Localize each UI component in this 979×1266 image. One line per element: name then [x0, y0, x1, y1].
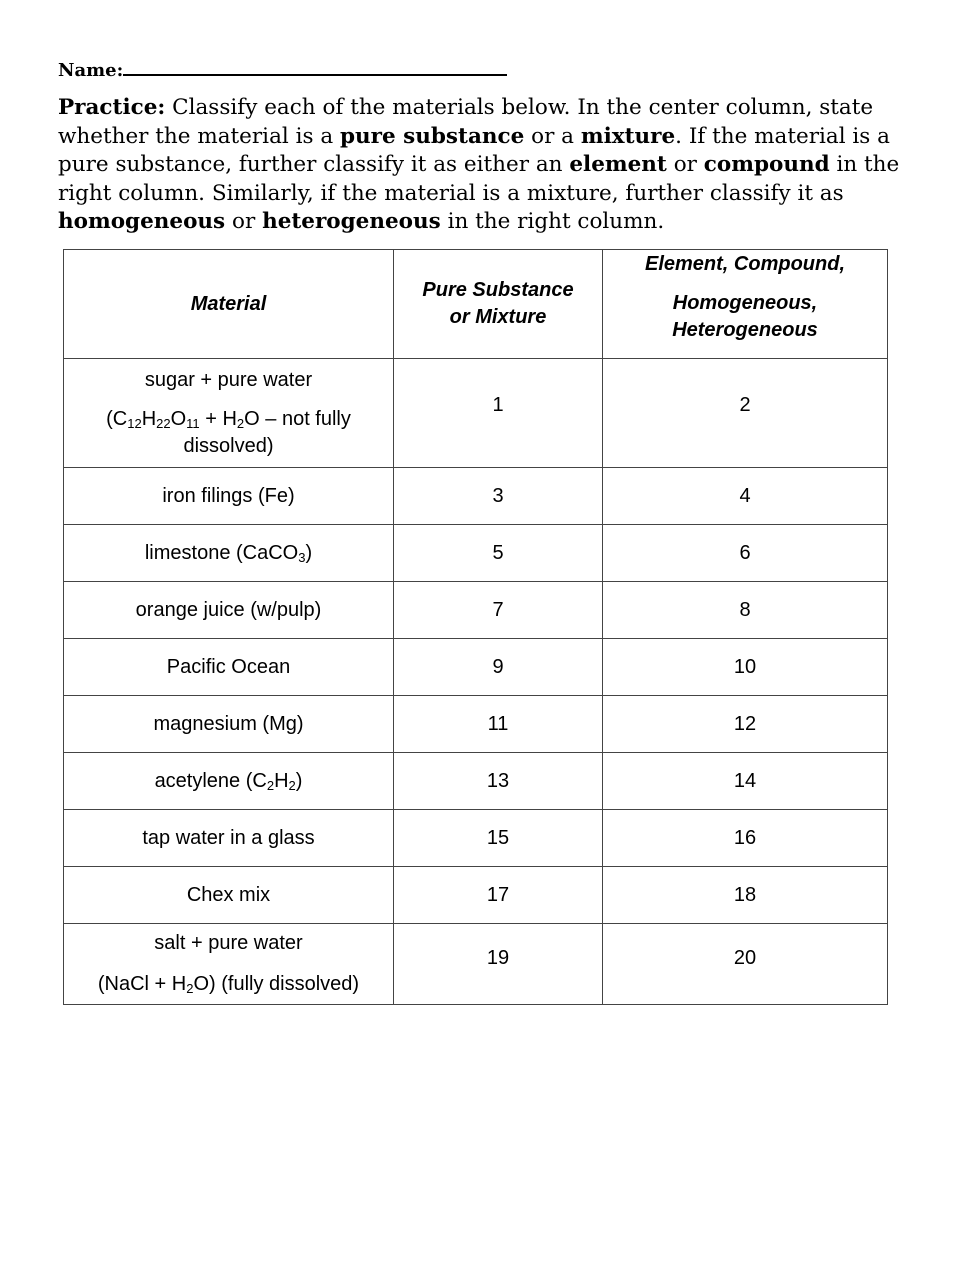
instructions-paragraph [58, 94, 922, 237]
term-element: element [569, 152, 667, 177]
answer-pure-or-mixture-11[interactable]: 11 [394, 696, 603, 753]
material-cell: limestone (CaCO$_3$) [64, 525, 394, 582]
material-cell: Chex mix [64, 867, 394, 924]
header-pure-label-1: Pure Substance [422, 279, 574, 301]
answer-classification-4[interactable]: 4 [603, 468, 888, 525]
term-heterogeneous: heterogeneous [262, 209, 441, 234]
name-field [58, 57, 507, 83]
material-cell: iron filings (Fe) [64, 468, 394, 525]
answer-pure-or-mixture-1[interactable]: 1 [394, 359, 603, 468]
instruction-text: or [225, 209, 263, 234]
answer-pure-or-mixture-15[interactable]: 15 [394, 810, 603, 867]
answer-pure-or-mixture-9[interactable]: 9 [394, 639, 603, 696]
instruction-text: or [666, 152, 704, 177]
material-cell: orange juice (w/pulp) [64, 582, 394, 639]
material-cell [64, 359, 394, 468]
instruction-text: or a [524, 123, 581, 149]
material-name: salt + pure water [154, 932, 303, 954]
header-pure-label-2: or Mixture [449, 306, 547, 328]
table-row [64, 359, 888, 468]
name-blank-line[interactable] [123, 57, 507, 76]
answer-pure-or-mixture-5[interactable]: 5 [394, 525, 603, 582]
answer-classification-8[interactable]: 8 [603, 582, 888, 639]
instruction-text: in the right column. Similarly, if the material is a mixture, further classify it as [58, 152, 900, 206]
header-material [64, 250, 394, 359]
answer-pure-or-mixture-17[interactable]: 17 [394, 867, 603, 924]
table-row [64, 867, 888, 924]
answer-classification-16[interactable]: 16 [603, 810, 888, 867]
answer-classification-20[interactable]: 20 [603, 924, 888, 1005]
answer-pure-or-mixture-19[interactable]: 19 [394, 924, 603, 1005]
table-header-row [64, 250, 888, 359]
answer-classification-14[interactable]: 14 [603, 753, 888, 810]
material-cell: Pacific Ocean [64, 639, 394, 696]
answer-pure-or-mixture-7[interactable]: 7 [394, 582, 603, 639]
material-formula: (NaCl + $H_2O$) (fully dissolved) [97, 973, 360, 996]
answer-pure-or-mixture-3[interactable]: 3 [394, 468, 603, 525]
answer-classification-18[interactable]: 18 [603, 867, 888, 924]
term-pure-substance: pure substance [340, 123, 525, 149]
answer-classification-10[interactable]: 10 [603, 639, 888, 696]
table-row [64, 753, 888, 810]
practice-label: Practice: [58, 95, 166, 120]
header-class-label-2: Homogeneous, [672, 291, 818, 314]
answer-pure-or-mixture-13[interactable]: 13 [394, 753, 603, 810]
material-cell: tap water in a glass [64, 810, 394, 867]
table-row [64, 639, 888, 696]
material-cell: acetylene $(C_2H_2)$ [64, 753, 394, 810]
table-row [64, 696, 888, 753]
name-label: Name: [58, 60, 124, 81]
table-row [64, 468, 888, 525]
material-cell [64, 924, 394, 1005]
table-row [64, 810, 888, 867]
header-pure-or-mixture [394, 250, 603, 359]
term-compound: compound [703, 152, 830, 177]
table-row [64, 924, 888, 1005]
table-row [64, 525, 888, 582]
instruction-text: . If the material is a pure substance, further classify it as either an [58, 123, 890, 177]
header-material-label: Material [190, 292, 267, 315]
answer-classification-2[interactable]: 2 [603, 359, 888, 468]
instruction-text: Classify each of the materials below. In the center column, state whether the material is a [58, 95, 874, 149]
classification-table [63, 249, 888, 1005]
material-cell: magnesium (Mg) [64, 696, 394, 753]
header-class-label-1: Element, Compound, [645, 252, 845, 275]
header-class-label-3: Heterogeneous [672, 318, 818, 341]
header-classification [603, 250, 888, 359]
term-homogeneous: homogeneous [58, 209, 226, 234]
term-mixture: mixture [580, 123, 676, 149]
table-row [64, 582, 888, 639]
instruction-text: in the right column. [440, 209, 665, 234]
answer-classification-6[interactable]: 6 [603, 525, 888, 582]
answer-classification-12[interactable]: 12 [603, 696, 888, 753]
material-name: sugar + pure water [144, 368, 313, 391]
material-formula: ($C_{12}H_{22}O_{11} + H_2O$ – not fully dissolved) [106, 407, 351, 457]
